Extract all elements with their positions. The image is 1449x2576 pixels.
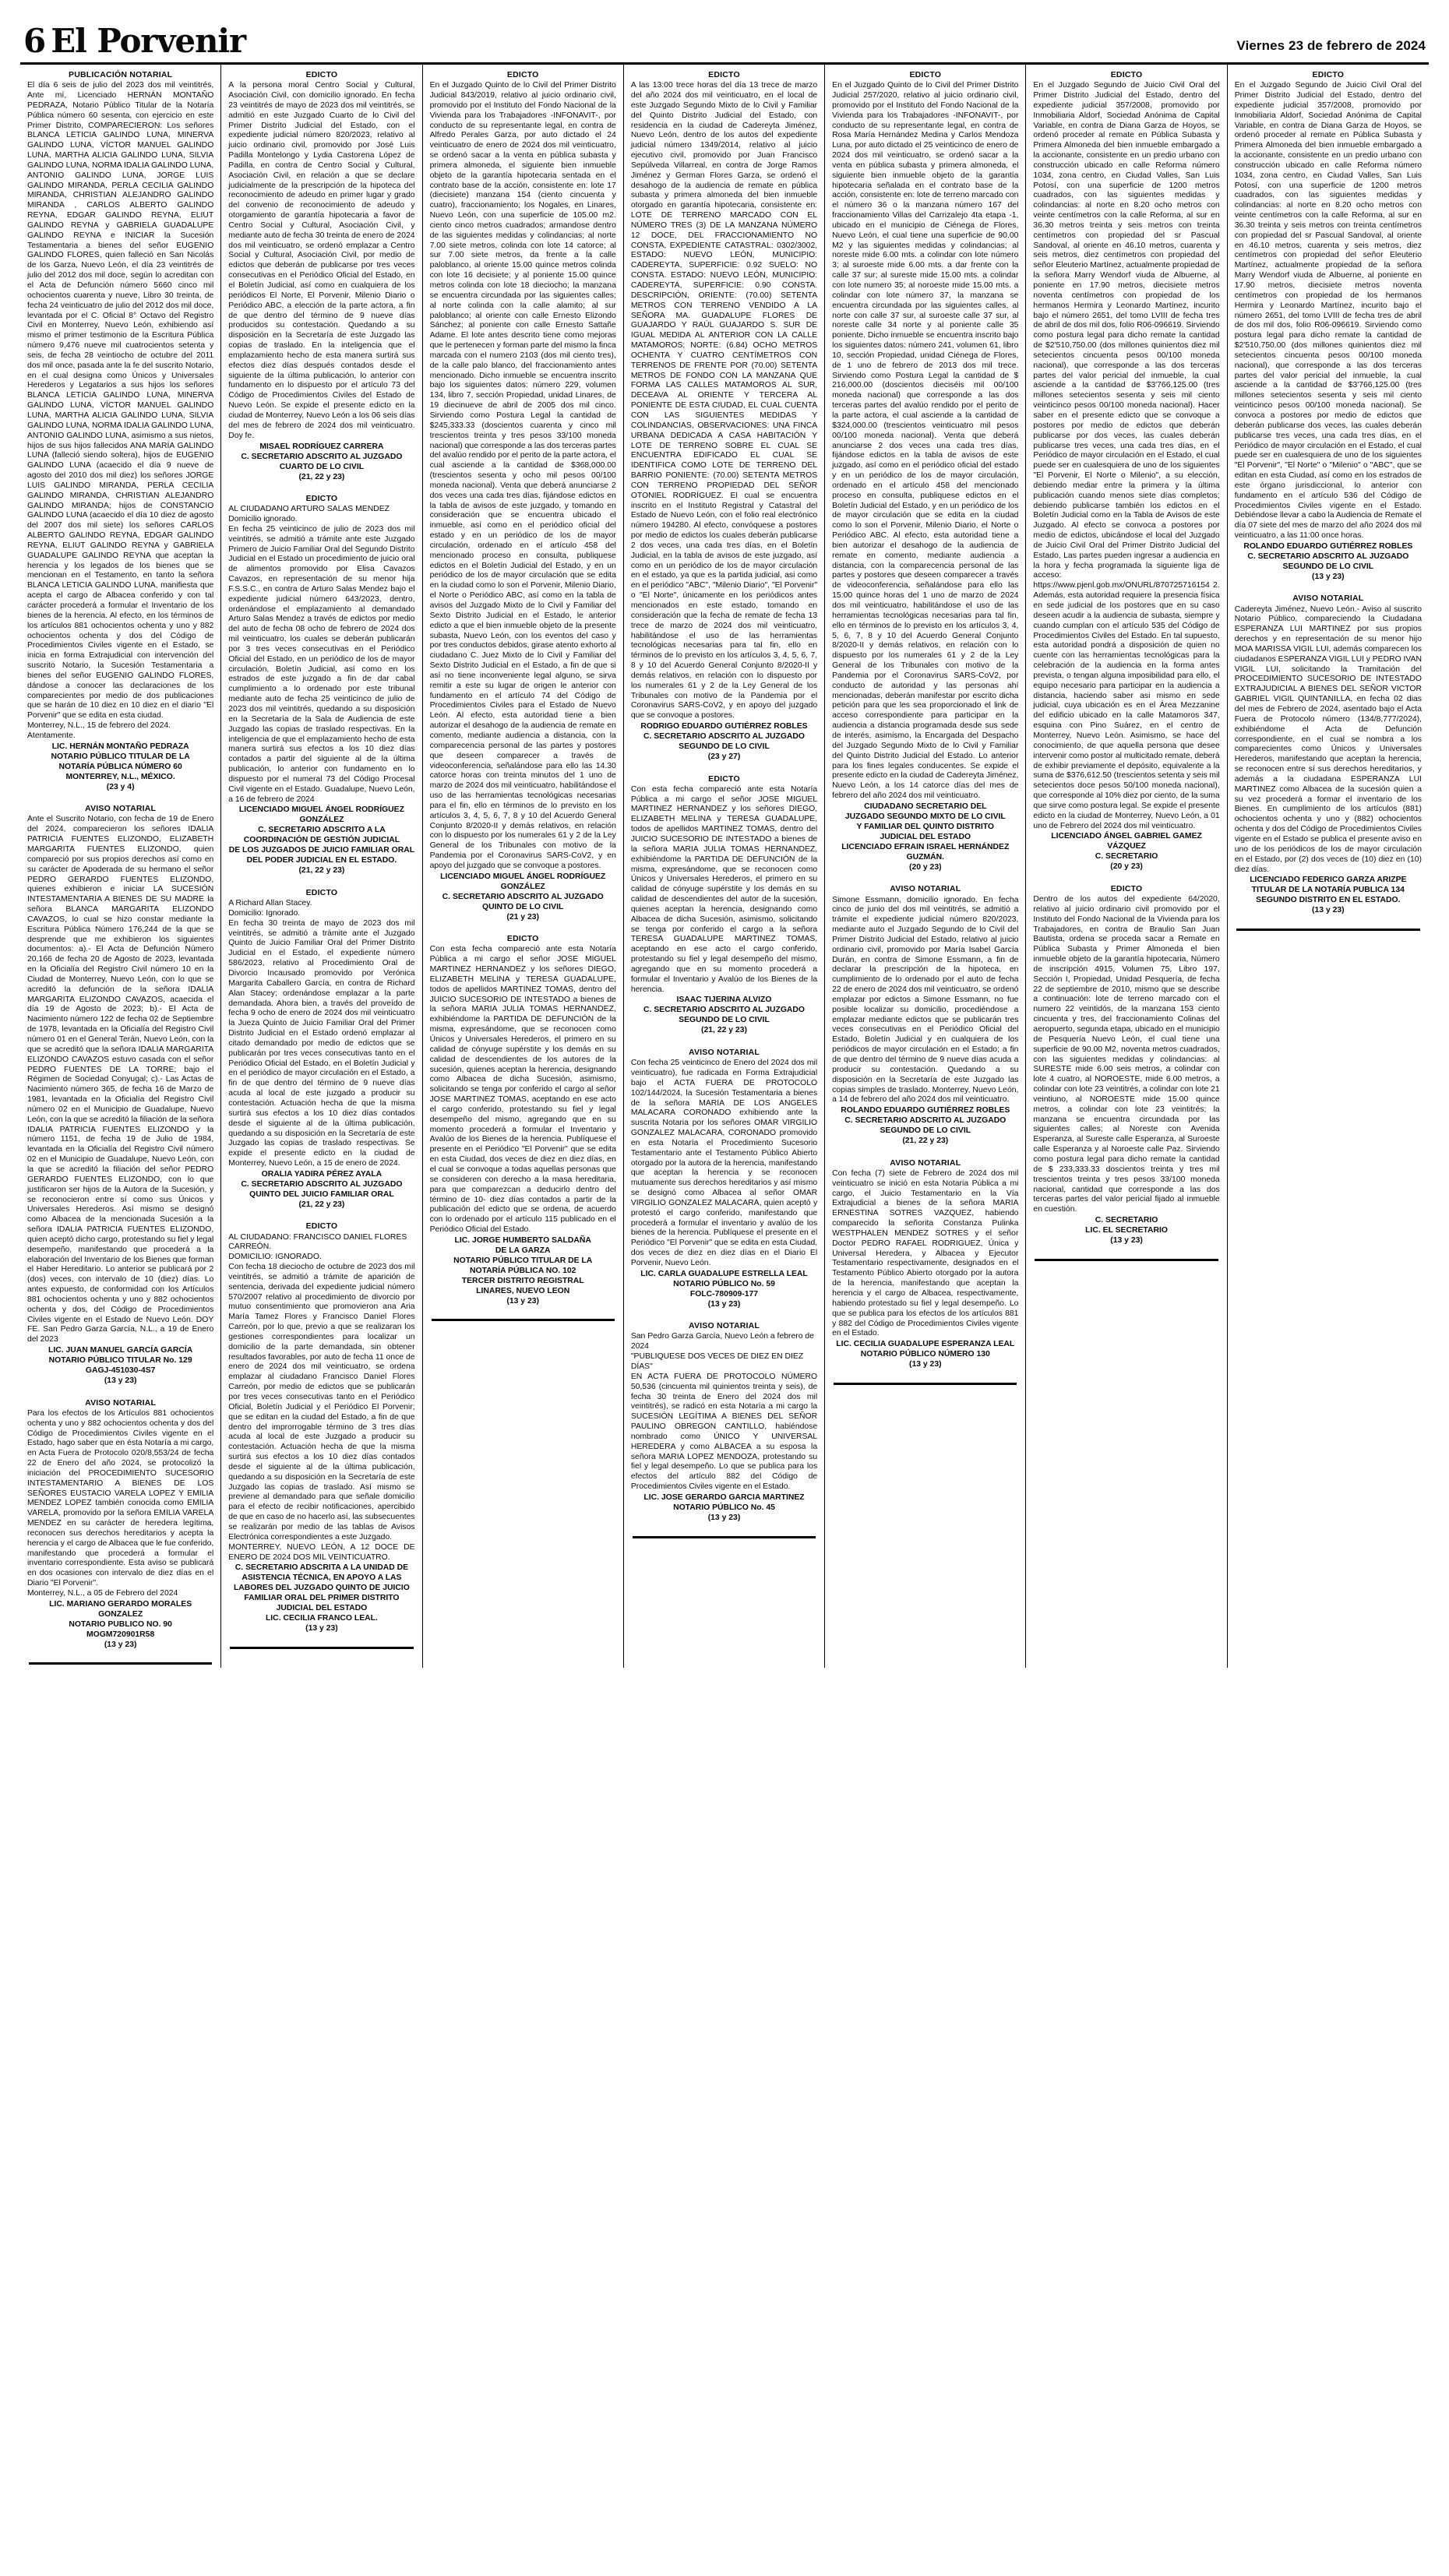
- column-end-rule: [834, 1383, 1017, 1385]
- publication-dates: (20 y 23): [1110, 862, 1143, 872]
- legal-notice: [27, 804, 213, 1386]
- publication-dates: (21, 22 y 23): [298, 1200, 345, 1209]
- legal-notice: [832, 1158, 1018, 1370]
- publication-dates: (13 y 23): [104, 1376, 137, 1386]
- signature-line: CUARTO DE LO CIVIL: [279, 462, 365, 471]
- masthead: [0, 0, 1449, 62]
- notice-paragraph: Para los efectos de los Artículos 881 ochocientos ochenta y uno y 882 ochocientos ochenta y dos del Código de Procedimientos Civiles vigente en el Estado, hago saber que en ésta Notaría a mi cargo, en Acta Fuera de Protocolo 020/8,553/24 de fecha 22 de Enero del año 2024, se protocolizó la iniciación del PROCEDIMIENTO SUCESORIO INTESTAMENTARIO A BIENES DE LOS SEÑORES EUSTACIO VARELA LOPEZ Y EMILIA MENDEZ LOPEZ también conocida como EMILIA VARELA, promovido por la señora EMILIA VARELA MENDEZ en su carácter de heredera legítima, reconocen sus derechos hereditarios y acepta la herencia y el cargo de Albacea que le fue conferido, manifestando que procederá a formular el inventario correspondiente. Esta aviso se publicará en dos ocasiones con intervalo de diez días en el Diario "El Porvenir".: [27, 1408, 214, 1588]
- signature-line: LICENCIADO FEDERICO GARZA ARIZPE: [1250, 876, 1407, 885]
- notice-signature: [832, 1105, 1018, 1136]
- notice-paragraph: "PUBLIQUESE DOS VECES DE DIEZ EN DIEZ DÍAS": [630, 1352, 804, 1372]
- publication-dates: (13 y 23): [707, 1513, 741, 1522]
- notice-heading: EDICTO: [708, 774, 740, 784]
- signature-line: LIC. JUAN MANUEL GARCÍA GARCÍA: [48, 1346, 193, 1355]
- notice-paragraph: Con esta fecha compareció ante esta Notaría Pública a mi cargo el señor JOSE MIGUEL MARTINEZ HERNANDEZ y los señores DIEGO, ELIZABETH MELINA y TERESA GUADALUPE, todos de apellidos MARTINEZ TOMAS, dentro del JUICIO SUCESORIO DE INTESTADO a bienes de la señora MARIA JULIA TOMAS HERNANDEZ, exhibiéndome la PARTIDA DE DEFUNCIÓN de la misma, expresándome, que se reconocen como Únicos y Universales Herederos, el primero en su calidad de cónyuge supérstite y los demás en su calidad de descendientes de los autores de la sucesión, quienes aceptan la herencia, designando como Albacea de dicha Sucesión, asimismo, solicitando se tenga por conferido el cargo al señor JOSE MARTINEZ TOMAS, aceptando en ese acto el cargo conferido, protestando su fiel y legal desempeño del mismo, agregando que en su momento procederá a formular el Inventario y Avalúo de los Bienes de la herencia. Publíquese el presente en el Periódico "El Porvenir" que se edita en esta Ciudad, dos veces de diez en diez días, en el cual se convoque a todas aquellas personas que se consideren con derecho a la masa hereditaria, para que comparezcan a deducirlo dentro del término de 10- diez días contados a partir de la publicación del edicto que se ordena, de acuerdo con lo ordenado por el artículo 115 publicado en el Periódico Oficial del Estado.: [429, 945, 616, 1235]
- notice-paragraph: Simone Essmann, domicilio ignorado. En fecha cinco de junio del dos mil veintitrés, se admitió a trámite el expediente judicial número 820/2023, mediante auto el Juzgado Segundo de lo Civil del Primer Distrito Judicial del Estado, relativo al juicio ordinario civil, promovido por María Isabel García Durán, en contra de Simone Essmann, a fin de declarar la prescripción de la hipoteca, en cumplimiento de lo ordenado por el auto de fecha 22 de enero de 2024 dos mil veinticuatro, se ordenó emplazar por edictos a Simone Essmann, no fue posible localizar su domicilio, procediéndose a emplazar mediante edictos que se publicarán tres veces consecutivas en el Periódico Oficial del Estado, Boletín Judicial y en cualquiera de los periódicos de mayor circulación en el Estado; a fin de que dentro del término de 9 nueve días acuda a producir su contestación. Quedando a su disposición en la Secretaría de este Juzgado las copias simples de traslado. Monterrey, Nuevo León, a 14 de febrero del año 2024 dos mil veinticuatro.: [832, 895, 1019, 1105]
- legal-notice: [1033, 70, 1219, 872]
- notice-paragraph: Con fecha 18 dieciocho de octubre de 2023 dos mil veintitrés, se admitió a trámite de aparición de sentencia, derivada del expediente judicial número 570/2007 relativo al procedimiento de divorcio por mutuo consentimiento que promovieron ana Aria María Tamez Flores y Francisco Daniel Flores Carreón, por lo que, previo a que se realizaran los gestiones correspondientes para localizar un domicilio de la parte demandada, sin obtener resultados favorables, por auto de fecha 11 once de enero de 2024 dos mil veinticuatro, se ordena emplazar al ciudadano Francisco Daniel Flores Carreón, por medio de edictos que se publicarán por tres veces consecutivas tanto en el Periódico Oficial, Boletín Judicial y el Periódico El Porvenir; que se editan en la ciudad del Estado, a fin de que dentro del improrrogable término de 3 tres días acuda al local de este Juzgado a producir su contestación. Actuación hecha de que la misma surtirá sus efectos a los 10 diez días contados desde el siguiente al de la última publicación, quedando a su disposición en la Secretaría de este Juzgado las copias de traslado. Así mismo se previene al demandado para que señale domicilio para el efecto de recibir notificaciones, apercibido de que en caso de no hacerlo así, las subsecuentes se realizarán por medio de las tablas de Avisos Electrónica correspondientes a este Juzgado.: [228, 1263, 415, 1542]
- notice-heading: EDICTO: [909, 70, 942, 79]
- signature-line: LICENCIADO MIGUEL ÁNGEL RODRÍGUEZ: [440, 872, 606, 881]
- notice-paragraph: A las 13:00 trece horas del día 13 trece de marzo del año 2024 dos mil veinticuatro, en el local de este Juzgado Segundo Mixto de lo Civil y Familiar del Quinto Distrito Judicial del Estado, con residencia en la ciudad de Cadereyta Jiménez, Nuevo León, dentro de los autos del expediente judicial número 1349/2014, relativo al juicio ejecutivo civil, promovido por Juan Francisco Sepúlveda Villarreal, en contra de Jorge Ramos Jiménez y German Flores Garza, se ordenó el desahogo de la audiencia de remate en pública subasta y primera almoneda del bien inmueble otorgado en garantía hipotecaria, consistente en: LOTE DE TERRENO MARCADO CON EL NÚMERO TRES (3) DE LA MANZANA NÚMERO 12 DOCE, DEL FRACCIONAMIENTO NO CONSTA, EXPEDIENTE CATASTRAL: 0302/3002, ESTADO: NUEVO LEÓN, MUNICIPIO: CADEREYTA, SUPERFICIE: 0.92 SUELO: NO CONSTA. ESTADO: NUEVO LEÓN, MUNICIPIO: CADEREYTA, SUPERFICIE: 0.90 CONSTA. DESCRIPCIÓN, ORIENTE: (70.00) SETENTA METROS CON TERRENO VENDIDO A LA SEÑORA MA. GUADALUPE FLORES DE GUAJARDO Y RAÚL GUAJARDO S. SUR DE IGUAL MEDIDA AL ANTERIOR CON LA CALLE MATAMOROS; NORTE: (6.84) OCHO METROS OCHENTA Y CUATRO CENTÍMETROS CON TERRENOS DE FRENTE POR (70.00) SETENTA METROS DE FONDO CON LA MANZANA QUE FORMA LAS CALLES MATAMOROS AL SUR, DECEAVA AL ORIENTE Y TERCERA AL PONIENTE DE ESTA CIUDAD, EL CUAL CUENTA CON LAS SIGUIENTES MEDIDAS Y COLINDANCIAS, OBSERVACIONES: UNA FINCA URBANA DEDICADA A CASA HABITACIÓN Y LOTE DE TERRENO SOBRE EL CUAL SE ENCUENTRA EDIFICADO EL CUAL SE IDENTIFICA COMO LOTE DE TERRENO DEL BARRIO PONIENTE: (70.00) SETENTA METROS CON TERRENO PROPIEDAD DEL SEÑOR OTONIEL RODRÍGUEZ. El cual se encuentra inscrito en el Instituto Registral y Catastral del Estado de Nuevo León, con el folio real electrónico número 194280. Al efecto, convóquese a postores por medio de edictos los cuales deberán publicarse 2 dos veces, una cada tres días, en el Boletín Judicial, en la tabla de avisos de este juzgado, así como en un periódico de los de mayor circulación en el estado, ya que es la partida judicial, asi como en el periódico "ABC", "Milenio Diario", "El Porvenir" o "El Norte", únicamente en los periódicos antes mencionados en este estado, tomando en consideración que la fecha de remate de fecha 13 trece de marzo de 2024 dos mil veinticuatro, habilitándose el uso de las herramientas tecnológicas necesarias para tal fin, ello en términos de lo previsto en los artículos 3, 4, 5, 6, 7, 8 y 10 del Acuerdo General Conjunto 8/2020-II y demás relativos, en relación con lo dispuesto por los numerales 61 y 2 de la Ley General de los Tribunales con motivo de la Pandemia por el Coronavirus SARS-CoV2, y en apoyo del juzgado que se convoque a postores.: [630, 81, 818, 721]
- notice-paragraph: EN ACTA FUERA DE PROTOCOLO NÚMERO 50,536 (cincuenta mil quinientos treinta y seis), de fecha 30 treinta de Enero del 2024 dos mil veintitrés), se radicó en esta Notaría a mi cargo la SUCESIÓN LEGÍTIMA A BIENES DEL SEÑOR PAULINO OBREGON CANTILLO, habiéndose nombrado como ÚNICO Y UNIVERSAL HEREDERA y como ALBACEA a su esposa la señora MARIA LOPEZ MENDOZA, protestando su fiel y legal desempeño. Lo que se publica para los efectos del artículo 882 del Código de Procedimientos Civiles vigente en el Estado.: [630, 1372, 818, 1492]
- signature-line: LICENCIADO ÁNGEL GABRIEL GAMEZ: [1051, 832, 1202, 841]
- notice-signature: [631, 1492, 817, 1513]
- column-content: [832, 65, 1018, 1388]
- legal-notice: [631, 774, 817, 1036]
- signature-line: SEGUNDO DE LO CIVIL: [880, 1126, 971, 1136]
- notice-paragraph: A la persona moral Centro Social y Cultural, Asociación Civil, con domicilio ignorado. En fecha 23 veintitrés de mayo de 2023 dos mil veintitrés, se admitió en este Juzgado Cuarto de lo Civil del Primer Distrito Judicial del Estado, con el expediente judicial número 820/2023, relativo al juicio ordinario civil, promovido por José Luis Padilla Montelongo y Lydia Castorena López de Padilla, en contra de Centro Social y Cultural, Asociación Civil, en relación a que se declare judicialmente de la prescripción de la hipoteca del reconocimiento de adeudo en primer lugar y grado del convenio de reconocimiento de adeudo y otorgamiento de garantía hipotecaria a favor de Centro Social y Cultural, Asociación Civil, y mediante auto de fecha 30 treinta de enero de 2024 dos mil veinticuatro, se ordenó emplazar a Centro Social y Cultural, Asociación Civil, por medio de edictos que deberán de publicarse por tres veces consecutivas en el Periódico Oficial del Estado, en el Boletín Judicial, así como en cualquiera de los periódicos El Norte, El Porvenir, Milenio Diario o Periódico ABC, a elección de la parte actora, a fin de que dentro del término de 9 nueve días producidos su contestación. Quedando a su disposición en la Secretaría de este Juzgado las copias de traslado. En la inteligencia que el emplazamiento hecho de esta manera surtirá sus efectos diez días después contados desde el siguiente de la última publicación, lo anterior con fundamento en lo dispuesto por el artículo 73 del Código de Procedimientos Civiles del Estado de Nuevo León. Se expide el presente edicto en la ciudad de Monterrey, Nuevo León a los 06 seis días del mes de febrero de 2024 dos mil veinticuatro. Doy fe.: [228, 81, 415, 440]
- notice-heading: AVISO NOTARIAL: [890, 1158, 961, 1168]
- notice-paragraph: En el Juzgado Segundo de Juicio Civil Oral del Primer Distrito Judicial del Estado, dentro del expediente judicial 357/2008, promovido por Inmobiliaria Aldorf, Sociedad Anónima de Capital Variable, en contra de Diana Garza de Hoyos, se ordenó proceder al remate en Pública Subasta y Primera Almoneda del bien inmueble embargado a la accionante, consistente en un predio urbano con construcción ubicado en calle Reforma número 1034, zona centro, en Ciudad Valles, San Luis Potosí, con una superficie de 1200 metros cuadrados, con las siguientes medidas y colindancias: al norte en 8.20 ocho metros con veinte centímetros con la calle Reforma, al sur en 36.30 treinta y seis metros con treinta centímetros con propiedad del sr Pascual Sandoval, al oriente en 46.10 metros, cuarenta y seis metros, diez centímetros con propiedad del señor Eleuterio Martínez, actualmente propiedad de la señora Marry Wendorf viuda de Albuerne, al poniente en 17.90 metros, diecisiete metros noventa centímetros con propiedad de los hermanos Hermira y Leonardo Martínez, incurito bajo el número 2651, del tomo LVIII de fecha tres de abril de dos mil dos, folio R06-096619. Sirviendo como postura legal para dicho remate la cantidad de $2'510,750.00 (dos millones quinientos diez mil setecientos cincuenta pesos 00/100 moneda nacional), que corresponde a las dos terceras partes del valor pericial del inmueble, la cual asciende a la cantidad de $3'766,125.00 (tres millones setecientos sesenta y seis mil ciento veinticinco pesos 00/100 moneda nacional). Se convoca a postores por medio de edictos que deberán publicarse dos veces, las cuales deberán publicarse tres veces, una cada tres días, en el Periódico de mayor circulación en el Estado, el cual puede ser en cualesquiera de uno de los siguientes "El Porvenir", "El Norte" o "Milenio" o "ABC", que se editan en esta Ciudad, así como en los estrados de este órgano jurisdiccional, lo anterior con fundamento en el artículo 536 del Código de Procedimientos Civiles vigente en el Estado. Debiéndose llevar a cabo la Audiencia de Remate el día 07 siete del mes de marzo del año 2024 dos mil veinticuatro, a las 11:00 once horas.: [1234, 81, 1422, 541]
- signature-line: DE LA GARZA: [495, 1246, 551, 1255]
- notice-heading: EDICTO: [305, 494, 338, 504]
- legal-notice: [1033, 884, 1219, 1246]
- notice-signature: [27, 1345, 213, 1376]
- signature-line: NOTARIO PÚBLICO No. 45: [673, 1503, 775, 1512]
- newspaper-column: [624, 65, 825, 1668]
- notice-paragraph: En el Juzgado Quinto de lo Civil del Primer Distrito Judicial 843/2019, relativo al juicio ordinario civil, promovido por el Instituto del Fondo Nacional de la Vivienda para los Trabajadores -INFONAVIT-, por conducto de su representante legal, en contra de Alfredo Perales Garza, por auto dictado el 24 veinticuatro de enero de 2024 dos mil veinticuatro, se ordenó sacar a la venta en pública subasta y primera almoneda, el siguiente bien inmueble objeto de la garantía hipotecaria sentada en el contrato base de la acción, consistente en: lote 17 (diecisiete) manzana 154 (ciento cincuenta y cuatro), fraccionamiento; los Nogales, en Linares, Nuevo León, con una superficie de 105.00 m2. ciento cinco metros cuadrados; armandose dentro de las siguientes medidas y colindancias; al norte 7.00 siete metros, colinda con lote 14 catorce; al sur 7.00 siete metros, da frente a la calle paloblanco, al oriente 15.00 quince metros colinda con lote 16 decisiete; y al poniente 15.00 quince metros colinda con lote 18 dieciocho; la manzana se encuentra circundada por las siguientes calles; al norte colinda con la calle alamito; al sur paloblanco; al oriente con calle Ernesto Elizondo Sánchez; al poniente con calle Ernesto Sattañe Adame. El lote antes descrito tiene como mejoras que le pertenecen y forman parte del mismo la finca marcada con el numero 2103 (dos mil ciento tres), de la calle palo blanco, del fraccionamiento antes mencionado. Dicho inmueble se encuentra inscrito bajo los siguientes datos: número 229, volumen 134, libro 7, sección Propiedad, unidad Linares, de 19 diecinueve de abril de 2005 dos mil cinco. Sirviendo como Postura Legal la cantidad de $245,333.33 (doscientos cuarenta y cinco mil trescientos treinta y tres pesos 33/100 moneda nacional) que corresponde a las dos terceras partes del avalúo rendido por el perito de la parte actora, el cual asciende a la cantidad de $368,000.00 (trescientos sesenta y ocho mil pesos 00/100 moneda nacional). Venta que deberá anunciarse 2 dos veces una cada tres días, fijándose edictos en la tabla de avisos de este juzgado, y tomando en consideración que se encuentra ubicado el inmueble, así como en el periódico oficial del estado y en un periódico de los de mayor circulación, ordenado en el artículo 458 del mencionado proceso en consulta, publiquese edictos en el Boletín Judicial del Estado, y en un periódico de los de mayor circulación que se edita en la ciudad como lo son el Porvenir, Milenio Diario, el Norte o Periódico ABC, así como en la tabla de avisos del Juzgado Mixto de lo Civil y Familiar del Sexto Distrito Judicial en el Estado, le anterior edicto a que el bien inmueble objeto de la presente subasta, Nuevo León, con los eventos del caso y por tres conductos debidos, girase atento exhorto al ciudadano C. Juez Mixto de lo Civil y Familiar del Sexto Distrito Judicial en el Estado, a fin de que si así no tiene inconveniente legal alguno, se sirva remitir a este su lugar de origen le anterior con fundamento en el artículo 74 del Código de Procedimientos Civiles para el Estado de Nuevo León. Al efecto, esta autoridad tiene a bien autorizar el desahogo de la audiencia de remate en comento, mediante audiencia a distancia, con la comparecencia personal de las partes y postores que deseen comparecer a través de videoconferencia, señalándose para ello las 14.30 catorce horas con treinta minutos del 1 uno de marzo de 2024 dos mil veinticuatro, habilitándose el uso de las herramientas tecnológicas necesarias para el fin, ello en términos de lo previsto en los artículos 3, 4, 5, 6, 7, 8 y 10 del Acuerdo General Conjunto 8/2020-II y demás relativos, en relación con lo dispuesto por los numerales 61 y 2 de la Ley General de los Tribunales con motivo de la Pandemia por el Coronavirus SARS-CoV2, y en apoyo del juzgado que se convoque a postores.: [429, 81, 616, 870]
- column-content: [430, 65, 616, 1324]
- signature-line: NOTARÍA PÚBLICA NO. 102: [469, 1266, 576, 1275]
- signature-line: TERCER DISTRITO REGISTRAL: [461, 1276, 584, 1285]
- notice-heading: EDICTO: [1110, 883, 1143, 893]
- publication-dates: (13 y 23): [908, 1360, 942, 1369]
- notice-heading: EDICTO: [506, 934, 539, 944]
- legal-notice: [228, 1221, 414, 1633]
- legal-notice: [228, 888, 414, 1210]
- signature-line: C. SECRETARIO ADSCRITO AL JUZGADO: [442, 892, 604, 901]
- notice-heading: EDICTO: [305, 1221, 338, 1232]
- signature-line: ISAAC TIJERINA ALVIZO: [676, 996, 772, 1005]
- signature-line: LIC. CECILIA FRANCO LEAL.: [265, 1614, 378, 1623]
- notice-signature: [631, 995, 817, 1025]
- signature-line: SEGUNDO DISTRITO EN EL ESTADO.: [1256, 896, 1401, 905]
- notice-heading: AVISO NOTARIAL: [890, 884, 961, 894]
- newspaper-column: [825, 65, 1026, 1668]
- signature-line: LIC. JOSE GERARDO GARCIA MARTINEZ: [643, 1492, 805, 1502]
- notice-signature: [228, 805, 414, 865]
- signature-line: ROLANDO EDUARDO GUTIÉRREZ ROBLES: [841, 1106, 1010, 1115]
- legal-notice: [228, 70, 414, 482]
- legal-notice: [1235, 70, 1422, 582]
- notice-paragraph: Monterrey, N.L., 15 de febrero del 2024.: [27, 721, 171, 731]
- signature-line: DEL PODER JUDICIAL EN EL ESTADO.: [246, 856, 397, 865]
- signature-line: C. SECRETARIO ADSCRITO AL JUZGADO: [844, 1116, 1007, 1126]
- notice-signature: [1235, 541, 1422, 572]
- publication-dates: (23 y 27): [707, 752, 741, 762]
- column-end-rule: [29, 1662, 212, 1665]
- signature-line: SEGUNDO DE LO CIVIL: [1282, 562, 1374, 571]
- signature-line: LIC. EL SECRETARIO: [1085, 1226, 1168, 1235]
- notice-paragraph: En el Juzgado Segundo de Juicio Civil Oral del Primer Distrito Judicial del Estado, dentro del expediente judicial 357/2008, promovido por Inmobiliaria Aldorf, Sociedad Anónima de Capital Variable, en contra de Diana Garza de Hoyos, se ordenó proceder al remate en Pública Subasta y Primera Almoneda del bien inmueble embargado a la accionante, consistente en un predio urbano con construcción ubicado en calle Reforma número 1034, zona centro, en Ciudad Valles, San Luis Potosí, con una superficie de 1200 metros cuadrados, con las siguientes medidas y colindancias: al norte en 8.20 ocho metros con veinte centímetros con la calle Reforma, al sur en 36.30 metros treinta y seis metros con treinta centímetros con propiedad del sr Pascual Sandoval, al oriente en 46.10 metros, cuarenta y seis metros, diez centímetros con propiedad del señor Eleuterio Martínez, actualmente propiedad de la señora Marry Wendorf viuda de Albuerne, al poniente en 17.90 metros, diecisiete metros noventa centímetros con propiedad de los hermanos Hermira y Leonardo Martínez, incurito bajo el número 2651, del tomo LVIII de fecha tres de abril de dos mil dos, folio R06-096619. Sirviendo como postura legal para dicho remate la cantidad de $2'510,750.00 (dos millones quinientos diez mil setecientos cincuenta pesos 00/100 moneda nacional), que corresponde a las dos terceras partes del valor pericial del inmueble, la cual asciende a la cantidad de $3'766,125.00 (tres millones setecientos sesenta y seis mil ciento veinticinco pesos 00/100 moneda nacional). Hacer saber en el presente edicto que se convoque a postores por medio de edictos que deberán publicarse por dos veces, las cuales deberán publicarse tres veces, una cada tres días, en el Periódico de mayor circulación en el Estado, el cual puede ser en cualesquiera de uno de los siguientes "El Porvenir, El Norte o Milenio", a su elección, debiendo mediar entre la primera y la última publicación cuando menos siete días completos; debiendo publicarse también los edictos en el Boletín Judicial como en la Tabla de Avisos de este Juzgado. Al efecto se convoca a postores por medio de edictos, ubicándose el local del Juzgado de Juicio Civil Oral del Primer Distrito Judicial del Estado, Las partes pueden ingresar a audiencia en la hora y fecha programada la siguiente liga de acceso:: [1033, 81, 1220, 580]
- notice-paragraph: Atentamente.: [27, 731, 76, 740]
- legal-notice: [1235, 594, 1422, 915]
- notice-signature: [832, 1339, 1018, 1359]
- column-content: [1235, 65, 1422, 934]
- column-content: [27, 65, 213, 1668]
- notice-heading: AVISO NOTARIAL: [688, 1048, 760, 1057]
- notice-paragraph: Con fecha 25 veinticinco de Enero del 2024 dos mil veinticuatro), fue radicada en Forma Extrajudicial bajo el ACTA FUERA DE PROTOCOLO 102/144/2024, la Sucesión Testamentaria a bienes de la señora MARIA DE LOS ANGELES MALACARA CORONADO exhibiendo ante la suscrita Notaria por los señores OMAR VIRGILIO GONZALEZ MALACARA, CORONADO promovido en esta Notaría el Procedimiento Sucesorio Testamentario ante el Testamento Público Abierto otorgado por la autora de la herencia, manifestando que aceptan la herencia y se reconocen mutuamente sus derechos hereditarios y así mismo se designó como Albacea al señor OMAR VIRGILIO GONZALEZ MALACARA, quien aceptó y protestó el cargo conferido, manifestando que procederá a formular el inventario y avalúo de los bienes de la herencia. Publíquese el presente en el Periódico "El Porvenir" que se edita en esta Ciudad, dos veces de diez en diez días en el Diario El Porvenir, Nuevo León.: [630, 1059, 818, 1267]
- notice-paragraph: DOMICILIO: IGNORADO.: [228, 1253, 322, 1262]
- newspaper-column: [1026, 65, 1227, 1668]
- signature-line: GONZÁLEZ: [500, 882, 545, 891]
- newspaper-column: [20, 65, 221, 1668]
- signature-line: ASISTENCIA TÉCNICA, EN APOYO A LAS: [242, 1573, 402, 1583]
- column-content: [228, 65, 414, 1652]
- signature-line: C. SECRETARIO ADSCRITA A LA UNIDAD DE: [234, 1563, 409, 1573]
- publication-dates: (21, 22 y 23): [298, 866, 345, 876]
- notice-heading: AVISO NOTARIAL: [85, 804, 157, 814]
- publication-dates: (21, 22 y 23): [701, 1026, 747, 1035]
- column-end-rule: [1035, 1259, 1218, 1261]
- notice-heading: AVISO NOTARIAL: [688, 1321, 760, 1331]
- column-grid: [20, 65, 1429, 1668]
- notice-signature: [228, 1169, 414, 1200]
- notice-signature: [228, 1563, 414, 1623]
- signature-line: COORDINACIÓN DE GESTIÓN JUDICIAL: [243, 836, 400, 845]
- publication-dates: (13 y 23): [305, 1624, 338, 1633]
- signature-line: QUINTO DEL JUICIO FAMILIAR ORAL: [249, 1189, 394, 1199]
- signature-line: C. SECRETARIO ADSCRITO AL JUZGADO: [643, 1006, 806, 1015]
- publication-dates: (13 y 23): [707, 1299, 741, 1309]
- signature-line: LINARES, NUEVO LEON: [476, 1286, 570, 1295]
- publication-dates: (21, 22 y 23): [902, 1136, 949, 1146]
- legal-notice: [832, 70, 1018, 872]
- column-end-rule: [432, 1319, 615, 1321]
- notice-signature: [430, 872, 616, 912]
- column-content: [631, 65, 817, 1542]
- notice-paragraph: En el Juzgado Quinto de lo Civil del Primer Distrito Judicial 257/2020, relativo al juicio ordinario civil, promovido por el Instituto del Fondo Nacional de la Vivienda para los Trabajadores -INFONAVIT-, por conducto de su representante legal, en contra de Rosa María Hernández Medina y Carlos Mendoza Luna, por auto dictado el 25 veinticinco de enero de 2024 dos mil veinticuatro, se ordenó sacar a la venta en pública subasta y primera almoneda, el siguiente bien inmueble objeto de la garantía hipotecaria señalada en el contrato base de la acción, consistente en: lote de terreno marcado con el número 36 o la manzana número 167 del fraccionamiento Villas del Carrizalejo 4ta etapa -1, ubicado en el municipio de Ciénega de Flores, Nuevo León, el cual tiene una superficie de 90.00 M2 y las siguientes medidas y colindancias; al noreste mide 6.00 mts. a colindar con lote número 3; al suroeste mide 6.00 mts. a dar frente con la calle 37 sur; al sureste mide 15.00 mts. a colindar con lote numero 35; al noroeste mide 15.00 mts. a colindar con lote número 37, la manzana se encuentra circundada por las siguientes calles, al norte con calle 37 sur, al suroeste calle 37 sur, al noreste calle 34 norte y al poniente calle 35 poniente. Dicho inmueble se encuentra inscrito bajo los siguientes datos: número 241, volumen 61, libro 10, sección Propiedad, unidad Ciénega de Flores, de 1 uno de febrero de 2013 dos mil trece. Sirviendo como Postura Legal la cantidad de $ 216,000.00 (doscientos dieciséis mil 00/100 moneda nacional) que corresponde a las dos terceras partes del avalúo rendido por el perito de la parte actora, el cual asciende a la cantidad de $324,000.00 (trescientos veinticuatro mil pesos 00/100 moneda nacional). Venta que deberá anunciarse 2 dos veces una cada tres días, fijándose edictos en la tabla de avisos de este juzgado, así como en el periódico oficial del estado y en un periódico de los de mayor circulación, ordenado en el artículo 458 del mencionado proceso en consulta, publiquese edictos en el Boletín Judicial del Estado, y en un periódico de los de mayor circulación que se edita en la ciudad como lo son el Porvenir, Milenio Diario, el Norte o Periódico ABC. Al efecto, esta autoridad tiene a bien autorizar el desahogo de la audiencia de remate en comento, mediante audiencia a distancia, con la comparecencia personal de las partes y postores que deseen comparecer a través de videoconferencia, señalándose para ello las 15:00 quince horas del 1 uno de marzo de 2024 dos mil veinticuatro, habilitándose el uso de las herramientas tecnológicas necesarias para tal fin, ello en términos de lo previsto en los artículos 3, 4, 5, 6, 7, 8 y 10 del Acuerdo General Conjunto 8/2020-II y demás relativos, en relación con lo dispuesto por los numerales 61 y 2 de la Ley General de los Tribunales con motivo de la Pandemia por el Coronavirus SARS-CoV2, por conducto de autoridad y las personas ahí mencionadas, deberán manifestar por escrito dicha petición para que les sea proporcionado el link de acceso correspondiente para participar en la audiencia a distancia programada desde sus sede de interés, asimismo, la Encargada del Despacho del Juzgado Segundo Mixto de lo Civil y Familiar del Quinto Distrito Judicial del Estado. Lo anterior para los fines legales conducentes. Se expide el presente edicto en la ciudad de Cadereyta Jiménez, Nuevo León, a los 14 catorce días del mes de febrero del año 2024 dos mil veinticuatro.: [832, 81, 1019, 801]
- notice-heading: EDICTO: [506, 70, 539, 79]
- notice-paragraph: En fecha 30 treinta de mayo de 2023 dos mil veintitrés, se admitió a trámite ante el Juzgado Quinto de Juicio Familiar Oral del Primer Distrito Judicial en el Estado, el expediente número 586/2023, relativo al Procedimiento Oral de Divorcio Incausado promovido por Verónica Margarita Caballero García, en contra de Richard Alan Stacey; ordenándose emplazar a la parte demandada. Ahora bien, a través del proveído de fecha 9 ocho de enero de 2024 dos mil veinticuatro la Jueza Quinto de Juicio Familiar Oral del Primer Distrito Judicial en el Estado ordenó emplazar al citado demandado por medio de edictos que se publicarán por tres veces consecutivas tanto en el Periódico Oficial del Estado, en el Boletín Judicial y en el periódico de mayor circulación en el Estado, a fin de que dentro del término de 9 nueve días acuda al local de este juzgado a producir su contestación. Actuación hecha de que la misma surtirá sus efectos a los 10 diez días contados desde el siguiente al de la última publicación, quedando a su disposición en la Secretaría de este Juzgado las copias de traslado respectivas. Se expide el presente edicto en la ciudad de Monterrey, Nuevo León, a 15 de enero de 2024.: [228, 918, 415, 1168]
- legal-notice: [832, 884, 1018, 1146]
- notice-signature: [228, 442, 414, 472]
- signature-line: C. SECRETARIO ADSCRITO AL JUZGADO: [241, 1179, 403, 1189]
- notice-paragraph: Ante el Suscrito Notario, con fecha de 19 de Enero del 2024, comparecieron los señores IDALIA PATRICIA FUENTES ELIZONDO, ELIZABETH MARGARITA FUENTES ELIZONDO, quien compareció por sus propios derechos así como en su carácter de Apoderada de su hermano el señor PEDRO GERARDO FUENTES ELIZONDO, quienes exhibieron e iniciar LA SUCESIÓN INTESTAMENTARIA A BIENES DE SU MADRE la señora BLANCA MARGARITA ELIZONDO CAVAZOS, lo cual se hizo constar mediante la Escritura Pública Número 176,244 de la que se desprende que me exhibieron los siguientes documentos: a).- El Acta de Defunción Número 20,166 de fecha 20 de Agosto de 2023, levantada en la Oficialía del Registro Civil número 10 en la Ciudad de Monterrey, Nuevo León, con lo que se acreditó la defunción de la señora IDALIA MARGARITA ELIZONDO CAVAZOS, acaecida el día 19 de Agosto de 2023; b).- El Acta de Nacimiento número 122 de fecha 02 de Septiembre de 1978, levantada en la Oficialía del Registro Civil número 01 en el General Terán, Nuevo León, con la que se acreditó que la señora IDALIA MARGARITA ELIZONDO CAVAZOS estuvo casada con el señor PEDRO FUENTES DE LA TORRE; bajo el Régimen de Sociedad Conyugal; c).- Las Actas de Nacimiento número 365, de fecha 16 de Marzo de 1981, levantada en la Oficialía del Registro Civil número 02 en el Municipio de Guadalupe, Nuevo León, con la que se acreditó la filiación de la señora IDALIA PATRICIA FUENTES ELIZONDO y la número 1151, de fecha 19 de Julio de 1984, levantada en la Oficialía del Registro Civil número 02 en el Municipio de Guadalupe, Nuevo León, con la que se acreditó la filiación del señor PEDRO GERARDO FUENTES ELIZONDO, con lo que justificaron ser hijos de la Autora de la Sucesión, y se reconocieron entre sí como sus Únicos y Universales Herederos. Así mismo se designó como Albacea de la mencionada Sucesión a la señora IDALIA PATRICIA FUENTES ELIZONDO, quien aceptó dicho cargo, protestando su fiel y legal desempeño, manifestando que procederá a la elaboración del Inventario de los Bienes que forman el Haber Hereditario. Lo anterior se publicará por 2 (dos) veces, con intervalo de 10 (diez) días. Lo antes expuesto, de conformidad con los Artículos 881 ochocientos ochenta y uno y 882 ochocientos ochenta y dos, del Código de Procedimientos Civiles vigente en el Estado de Nuevo León. DOY FE. San Pedro Garza García, N.L., a 19 de Enero del 2023: [27, 815, 214, 1344]
- signature-line: RODRIGO EDUARDO GUTIÉRREZ ROBLES: [640, 722, 808, 731]
- signature-line: JUZGADO SEGUNDO MIXTO DE LO CIVIL: [844, 812, 1006, 821]
- publication-dates: (21, 22 y 23): [298, 472, 345, 481]
- legal-notice: [430, 934, 616, 1306]
- signature-line: ROLANDO EDUARDO GUTIÉRREZ ROBLES: [1243, 541, 1413, 551]
- signature-line: JUDICIAL DEL ESTADO: [276, 1604, 368, 1613]
- publication-dates: (13 y 23): [1312, 572, 1345, 581]
- legal-notice: [631, 1048, 817, 1309]
- signature-line: FAMILIAR ORAL DEL PRIMER DISTRITO: [244, 1594, 400, 1603]
- legal-notice: [27, 1398, 213, 1651]
- notice-paragraph: AL CIUDADANO: FRANCISCO DANIEL FLORES CARREÓN.: [228, 1232, 407, 1252]
- notice-paragraph: Cadereyta Jiménez, Nuevo León.- Aviso al suscrito Notario Público, compareciendo la Ciudadana ESPERANZA LUI MARTINEZ por sus propios derechos y en representación de su menor hijo MOA MARISSA VIGIL LUI, además comparecen los ciudadanos ESPERANZA VIGIL LUI y PEDRO IVAN VIGIL LUI, solicitando la Tramitación del PROCEDIMIENTO SUCESORIO DE INTESTADO EXTRAJUDICIAL A BIENES DEL SEÑOR VICTOR GABRIEL VIGIL QUINTANILLA, en fecha 02 dias del mes de Febrero de 2024, asentado bajo el Acta Fuera de Protocolo número (134/8,777/2024), exhibiéndome el Acta de Defunción correspondiente, en el cual se nombra a los comparecientes como Únicos y Universales Herederos, manifestando que aceptan la herencia, se reconocen entre sí sus derechos hereditarios, y además a la ciudadana ESPERANZA LUI MARTINEZ como Albacea de la sucesión quien a su vez procederá a formar el inventario de los Bienes. En cumplimiento de los artículos (881) ochocientos ochenta y uno y (882) ochocientos ochenta y dos del Código de Procedimientos Civiles vigente en el Estado se publica el presente aviso en uno de los periódicos de los de mayor circulación en el Estado, por (2) dos veces de (10) diez en (10) diez días.: [1234, 604, 1422, 874]
- notice-signature: [631, 721, 817, 752]
- signature-line: VÁZQUEZ: [1107, 842, 1146, 851]
- notice-heading: EDICTO: [1312, 70, 1345, 79]
- signature-line: JUDICIAL DEL ESTADO: [880, 832, 971, 841]
- signature-line: MONTERREY, N.L., MÉXICO.: [65, 772, 175, 781]
- column-end-rule: [633, 1536, 816, 1538]
- notice-signature: [1235, 875, 1422, 905]
- notice-paragraph: MONTERREY, NUEVO LEÓN, A 12 DOCE DE ENERO DE 2024 DOS MIL VEINTICUATRO.: [228, 1542, 415, 1562]
- legal-notice: [631, 1321, 817, 1523]
- signature-line: ORALIA YADIRA PÉREZ AYALA: [261, 1169, 383, 1179]
- newspaper-column: [221, 65, 422, 1668]
- page-number: 6: [23, 22, 46, 60]
- notice-heading: EDICTO: [1110, 70, 1143, 79]
- signature-line: C. SECRETARIO: [1095, 1216, 1158, 1225]
- signature-line: LIC. CECILIA GUADALUPE ESPERANZA LEAL: [836, 1340, 1015, 1349]
- notice-paragraph: Monterrey, N.L., a 05 de Febrero del 2024: [27, 1589, 178, 1598]
- classifieds-sheet: [0, 62, 1449, 1668]
- signature-line: SEGUNDO DE LO CIVIL: [679, 742, 770, 752]
- notice-paragraph: https://www.pjenl.gob.mx/ONURL/870725716154 2. Además, esta autoridad requiere la presencia física en sede judicial de los postores que en su caso deseen acudir a la audiencia de subasta, siempre y cuando cumplan con el artículo 535 del Código de Procedimientos Civiles del Estado. En tal supuesto, esta autoridad pondrá a disposición de quien no cuente con las herramientas tecnológicas para la celebración de la audiencia en la forma antes prevista, o tengan alguna imposibilidad para ello, el equipo necesario para participar en la audiencia a distancia, haciendo saber asi mismo en sede judicial, cuya ubicación es en el Área Mezzanine del edificio ubicado en la calle Matamoros 347, esquina con Pino Suárez, en el centro de Monterrey, Nuevo León. Asimismo, se hace del conocimiento, de que aquella persona que desee intervenir como postor al multicitado remate, deberá de exhibir previamente el depósito, equivalente a la suma de $376,612.50 (trescientos setenta y seis mil setecientos doce pesos 50/100 moneda nacional), que corresponde al 10% diez por ciento, de la suma que sirve como postura legal. Se expide el presente edicto en la ciudad de Monterrey, Nuevo León, a 01 uno de Febrero del 2024 dos mil veinticuatro.: [1033, 581, 1220, 830]
- signature-line: DE LOS JUZGADOS DE JUICIO FAMILIAR ORAL: [228, 846, 415, 855]
- signature-line: GONZALEZ: [98, 1609, 143, 1619]
- publication-dates: (21 y 23): [506, 912, 539, 922]
- signature-line: FOLC-780909-177: [689, 1289, 759, 1299]
- notice-heading: EDICTO: [708, 70, 740, 79]
- notice-paragraph: Domicilio: Ignorado.: [228, 908, 301, 918]
- publication-dates: (13 y 23): [104, 1640, 137, 1649]
- signature-line: LIC. JORGE HUMBERTO SALDAÑA: [454, 1235, 591, 1245]
- publication-dates: (13 y 23): [1110, 1236, 1143, 1246]
- publication-dates: (13 y 23): [1312, 906, 1345, 915]
- signature-line: LIC. HERNÁN MONTAÑO PEDRAZA: [51, 742, 189, 751]
- signature-line: TITULAR DE LA NOTARÍA PUBLICA 134: [1251, 886, 1405, 895]
- signature-line: C. SECRETARIO ADSCRITO A LA: [258, 826, 386, 835]
- signature-line: LIC. MARIANO GERARDO MORALES: [49, 1599, 192, 1609]
- notice-paragraph: El día 6 seis de julio del 2023 dos mil veintitrés, Ante mí, Licenciado HERNÁN MONTAÑO PEDRAZA, Notario Público Titular de la Notaría Pública número 60 sesenta, con ejercicio en este Primer Distrito, COMPARECIERON: Los señores BLANCA LETICIA GALINDO LUNA, MINERVA GALINDO LUNA, VÍCTOR MANUEL GALINDO LUNA, MARTHA ALICIA GALINDO LUNA, SILVIA GALINDO LUNA, NORMA IDALIA GALINDO LUNA, ANTONIO GALINDO LUNA, JORGE LUIS GALINDO MIRANDA, PERLA CECILIA GALINDO MIRANDA, CHRISTIAN ALEJANDRO GALINDO MIRANDA , CARLOS ALBERTO GALINDO REYNA, EDGAR GALINDO REYNA, ELIUT GALINDO REYNA y GABRIELA GUADALUPE GALINDO REYNA e INICIAR la Sucesión Testamentaria a bienes del señor EUGENIO GALINDO FLORES, quien falleció en San Nicolás de los Garza, Nuevo León, el día 23 veintitrés de julio del 2012 dos mil doce, según lo acreditan con el Acta de Defunción número 5660 cinco mil ochocientos cuarenta y nueve, Libro 30 treinta, de fecha 24 veinticuatro de julio del 2012 dos mil doce, levantada por el C. Oficial 8° Octavo del Registro Civil en Monterrey, Nuevo León, exhibiendo así mismo el primer testimonio de la Escritura Pública número 9,476 nueve mil cuatrocientos setenta y seis, de fecha 28 veintiocho de octubre del 2011 dos mil once, pasada ante la fe del suscrito Notario, en el cual designa como Únicos y Universales Herederos y Legatarios a sus hijos los señores BLANCA LETICIA GALINDO LUNA, MINERVA GALINDO LUNA, VÍCTOR MANUEL GALINDO LUNA, MARTHA ALICIA GALINDO LUNA, SILVIA GALINDO LUNA, NORMA IDALIA GALINDO LUNA, ANTONIO GALINDO LUNA, asimismo a sus nietos, hijos de sus hijos fallecidos ANA MARÍA GALINDO LUNA (falleció siendo soltera), hijos de EUGENIO GALINDO LUNA (acaecido el día 9 nueve de agosto del 2010 dos mil diez) los señores JORGE LUIS GALINDO MIRANDA, PERLA CECILIA GALINDO MIRANDA, CHRISTIAN ALEJANDRO GALINDO MIRANDA; hijos de CONSTANCIO GALINDO LUNA (acaecido el día 10 diez de agosto del 2007 dos mil siete) los señores CARLOS ALBERTO GALINDO REYNA, EDGAR GALINDO REYNA, ELIUT GALINDO REYNA y GABRIELA GUADALUPE GALINDO REYNA que aceptan la herencia y los legados de los bienes que se mencionan en el Testamento, en tanto la señora BLANCA LETICIA GALINDO LUNA, manifiesta que acepta el cargo de Albacea conferido y con tal carácter procederá a formular el Inventario de los bienes de la herencia. Al efecto, en los términos de los artículos 881 ochocientos ochenta y uno y 882 ochocientos ochenta y dos del Código de Procedimientos Civiles vigente en el Estado, se inicia en forma Extrajudicial con intervención del suscrito Notario, la Sucesión Testamentaria a bienes del señor EUGENIO GALINDO FLORES, dándose a conocer las declaraciones de los comparecientes por medio de dos publicaciones que se harán de 10 diez en 10 diez en el diario "El Porvenir" que se edita en esta ciudad.: [27, 81, 214, 721]
- notice-paragraph: AL CIUDADANO ARTURO SALAS MENDEZ: [228, 505, 390, 514]
- signature-line: NOTARIO PUBLICO NO. 90: [69, 1619, 172, 1629]
- signature-line: Y FAMILIAR DEL QUINTO DISTRITO: [856, 822, 995, 831]
- column-end-rule: [1236, 929, 1420, 931]
- signature-line: NOTARIO PÚBLICO NÚMERO 130: [860, 1350, 990, 1359]
- notice-heading: AVISO NOTARIAL: [85, 1397, 157, 1408]
- signature-line: C. SECRETARIO ADSCRITO AL JUZGADO: [1247, 551, 1409, 561]
- newspaper-column: [1228, 65, 1429, 1668]
- publication-dates: (20 y 23): [908, 862, 942, 872]
- signature-line: LIC. CARLA GUADALUPE ESTRELLA LEAL: [640, 1269, 808, 1278]
- signature-line: MISAEL RODRÍGUEZ CARRERA: [259, 442, 384, 451]
- notice-signature: [27, 742, 213, 782]
- masthead-date: Viernes 23 de febrero de 2024: [1236, 38, 1426, 53]
- signature-line: NOTARIO PÚBLICO TITULAR DE LA: [51, 752, 190, 761]
- publication-dates: (13 y 23): [506, 1296, 539, 1306]
- signature-line: LICENCIADO MIGUEL ÁNGEL RODRÍGUEZ: [238, 805, 404, 815]
- notice-signature: [832, 802, 1018, 862]
- notice-paragraph: Dentro de los autos del expediente 64/2020, relativo al juicio ordinario civil promovido por el Instituto del Fondo Nacional de la Vivienda para los Trabajadores, en contra de Braulio San Juan Bautista, ordena se proceda sacar a Remate en Pública Subasta y Primer Almoneda el bien inmueble objeto de la garantía hipotecaria, Número de inscripción 4915, Volumen 75, Libro 197, Sección I, Propiedad, Unidad Pesquería, de fecha 22 de septiembre de 2010, mismo que se describe a continuación: lote de terreno marcado con el numero 22 veintidós, de la manzana 153 ciento cincuenta y tres, del fraccionamiento Colinas del aeropuerto, segunda etapa, ubicado en el municipio de Pesquería Nuevo León, el cual tiene una superficie de 90.00 M2, noventa metros cuadrados, con las siguientes medidas y colindancias: al SURESTE mide 6.00 seis metros, a colindar con lote 4 cuatro, al NOROESTE, mide 6.00 metros, a colindar con lote 23 veintitrés, a colindar con lote 21 veintiuno, al NOROESTE mide 15.00 quince metros, a colindar con lote 23 veintitrés; la manzana se encuentra circundada por las siguientes calles; al Noreste con Avenida Esperanza, al Sureste calle Esperanza, al Suroeste calle Esperanza y al Noroeste calle Paz. Sirviendo como postura legal para dicho remate la cantidad de $ 233,333.33 doscientos treinta y tres mil trescientos treinta y tres pesos 33/100 moneda nacional, cantidad que corresponde a las dos terceras partes del valor pericial fijado al inmueble en cuestión.: [1033, 895, 1220, 1214]
- notice-paragraph: A Richard Allan Stacey.: [228, 899, 312, 908]
- legal-notice: [631, 70, 817, 763]
- notice-paragraph: Domicilio ignorado.: [228, 514, 298, 523]
- column-content: [1033, 65, 1219, 1264]
- signature-line: LICENCIADO EFRAIN ISRAEL HERNÁNDEZ: [841, 842, 1010, 851]
- signature-line: SEGUNDO DE LO CIVIL: [679, 1016, 770, 1025]
- signature-line: NOTARÍA PÚBLICA NÚMERO 60: [58, 762, 182, 771]
- notice-heading: PUBLICACIÓN NOTARIAL: [68, 70, 173, 79]
- signature-line: MOGM720901R58: [86, 1630, 155, 1639]
- publication-dates: (23 y 4): [106, 782, 135, 791]
- signature-line: C. SECRETARIO ADSCRITO AL JUZGADO: [241, 452, 403, 461]
- notice-signature: [631, 1269, 817, 1299]
- notice-signature: [1033, 1215, 1219, 1235]
- newspaper-title: El Porvenir: [51, 22, 245, 60]
- notice-signature: [27, 1599, 213, 1640]
- column-end-rule: [230, 1647, 413, 1649]
- signature-line: GAGJ-451030-4S7: [85, 1366, 156, 1376]
- signature-line: C. SECRETARIO ADSCRITO AL JUZGADO: [643, 732, 806, 742]
- signature-line: NOTARIO PÚBLICO No. 59: [673, 1279, 775, 1288]
- notice-paragraph: Con esta fecha compareció ante esta Notaría Pública a mi cargo el señor JOSE MIGUEL MARTINEZ HERNANDEZ y los señores DIEGO, ELIZABETH MELINA y TERESA GUADALUPE, todos de apellidos MARTINEZ TOMAS, dentro del JUICIO SUCESORIO DE INTESTADO a bienes de la señora MARIA JULIA TOMAS HERNANDEZ, exhibiéndome la PARTIDA DE DEFUNCIÓN de la misma, expresándome, que se reconocen como Únicos y Universales Herederos, el primero en su calidad de cónyuge supérstite y los demás en su calidad de descendientes del autor de la sucesión, quienes aceptan la herencia, designando como Albacea de dicha Sucesión, asimismo, solicitando se tenga por conferido el cargo a la señora TERESA GUADALUPE MARTINEZ TOMAS, aceptando en ese acto el cargo conferido, protestando su fiel y legal desempeño del mismo, agregando que en su momento procederá a formular el Inventario y Avalúo de los Bienes de la herencia.: [630, 784, 818, 994]
- legal-notice: [430, 70, 616, 922]
- notice-paragraph: En fecha 25 veinticinco de julio de 2023 dos mil veintitrés, se admitió a trámite ante este Juzgado Primero de Juicio Familiar Oral del Segundo Distrito Judicial en el Estado un procedimiento de juicio oral de alimentos promovido por Elisa Cavazos Cavazos, en representación de su menor hija F.S.S.C., en contra de Arturo Salas Mendez bajo el expediente judicial número 643/2023, dentro, ordenándose el emplazamiento al demandado Arturo Salas Mendez a través de edictos por medio del auto de fecha 08 ocho de febrero de 2024 dos mil veinticuatro, los cuales se deberán publicarán por 3 tres veces consecutivas en el Periódico Oficial del Estado, en un periódico de los de mayor circulación, Boletín Judicial, así como en los estrados de este juzgado a fin de dar cabal cumplimiento a lo ordenado por este tribunal mediante auto de fecha 25 veinticinco de julio de 2023 dos mil veintitrés, quedando a su disposición en la Secretaría de la Sala de Audiencia de este Juzgado las copias de traslado respectivas. En la inteligencia de que el emplazamiento hecho de esta manera surtirá sus efectos a los 10 diez días contados a partir del siguiente al de la última publicación, lo anterior con fundamento en lo dispuesto por el numeral 73 del Código Procesal Civil vigente en el Estado. Guadalupe, Nuevo León, a 16 de febrero de 2024: [228, 524, 415, 804]
- notice-heading: AVISO NOTARIAL: [1292, 594, 1364, 604]
- notice-paragraph: San Pedro Garza García, Nuevo León a febrero de 2024: [630, 1332, 814, 1351]
- signature-line: C. SECRETARIO: [1095, 852, 1158, 862]
- masthead-brand: [23, 22, 245, 60]
- signature-line: GONZÁLEZ: [299, 816, 344, 825]
- signature-line: CIUDADANO SECRETARIO DEL: [864, 802, 987, 811]
- notice-signature: [430, 1235, 616, 1296]
- legal-notice: [27, 70, 213, 792]
- signature-line: NOTARIO PÚBLICO TITULAR DE LA: [453, 1256, 593, 1265]
- notice-signature: [1033, 831, 1219, 862]
- signature-line: QUINTO DE LO CIVIL: [482, 902, 564, 911]
- legal-notice: [228, 494, 414, 876]
- signature-line: NOTARIO PÚBLICO TITULAR No. 129: [48, 1356, 192, 1366]
- notice-heading: EDICTO: [305, 70, 338, 79]
- notice-heading: EDICTO: [305, 887, 338, 897]
- signature-line: LABORES DEL JUZGADO QUINTO DE JUICIO: [233, 1584, 410, 1593]
- newspaper-column: [423, 65, 624, 1668]
- signature-line: GUZMÁN.: [906, 852, 945, 862]
- notice-paragraph: Con fecha (7) siete de Febrero de 2024 dos mil veinticuatro se inició en esta Notaria Pública a mi cargo, el Juicio Testamentario en la Vía Extrajudicial a bienes de la señora MARIA ERNESTINA SOTRES VAZQUEZ, habiendo comparecido la señorita Constanza Pulinka WESTPHALEN MENDEZ SOTRES y el señor Doctor PEDRO RAFAEL RODRIGUEZ, Única y Universal Heredera, y Albacea y Ejecutor Testamentario respectivamente, designados en el Testamento Público Abierto otorgado por la autora de la herencia, manifestando que aceptan la herencia y el cargo de Albacea, respectivamente, habiendo protestado su fiel y legal desempeño. Lo que se publica para los efectos de los artículos 881 y 882 del Código de Procedimientos Civiles vigente en el Estado.: [832, 1168, 1019, 1338]
